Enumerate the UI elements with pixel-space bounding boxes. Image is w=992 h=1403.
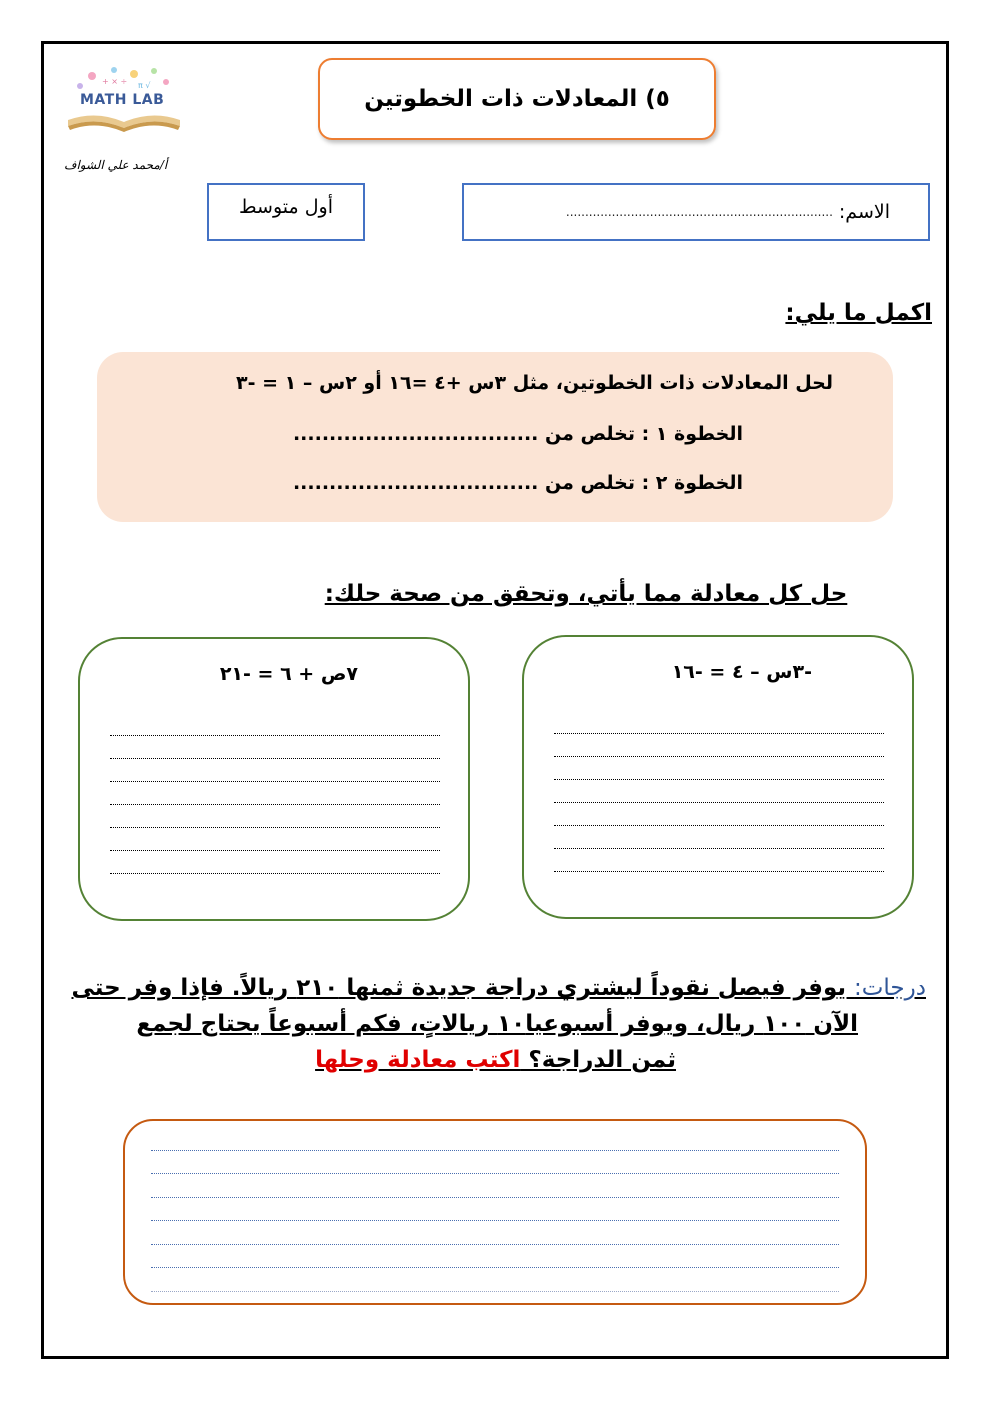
complete-heading: اكمل ما يلي: (785, 300, 932, 326)
answer-line[interactable] (151, 1174, 839, 1198)
answer-line[interactable] (554, 734, 884, 757)
answer-line[interactable] (554, 711, 884, 734)
answer-line[interactable] (110, 713, 440, 736)
step-2[interactable]: الخطوة ٢ : تخلص من .................................. (292, 472, 743, 494)
word-problem-instruction: اكتب معادلة وحلها (315, 1047, 521, 1073)
answer-line[interactable] (554, 826, 884, 849)
answer-line[interactable] (554, 780, 884, 803)
step-1[interactable]: الخطوة ١ : تخلص من .................................. (292, 423, 743, 445)
word-problem-label: درجات: (854, 975, 926, 1001)
answer-lines-3[interactable] (151, 1127, 839, 1292)
word-problem-line-3 (66, 1042, 926, 1078)
word-problem-text-3: ثمن الدراجة؟ (520, 1047, 676, 1073)
teacher-name: أ/محمد علي الشواف (64, 158, 168, 172)
math-lab-logo (62, 62, 186, 142)
equation-box-2[interactable] (78, 637, 470, 921)
answer-line[interactable] (554, 757, 884, 780)
answer-line[interactable] (151, 1127, 839, 1151)
name-label: الاسم: (838, 201, 890, 223)
word-problem (66, 970, 926, 1078)
word-problem-line-1 (66, 970, 926, 1006)
equation-1: -٣س – ٤ = -١٦ (671, 661, 812, 683)
svg-text:π √: π √ (138, 81, 151, 90)
svg-text:+ × ÷: + × ÷ (102, 77, 128, 86)
name-blank: ...................................................................... (565, 205, 833, 219)
page-title: ٥) المعادلات ذات الخطوتين (364, 86, 670, 112)
steps-intro: لحل المعادلات ذات الخطوتين، مثل ٣س +٤ =١٦ أو ٢س – ١ = -٣ (235, 372, 833, 394)
answer-line[interactable] (151, 1198, 839, 1222)
steps-box (97, 352, 893, 522)
answer-line[interactable] (110, 805, 440, 828)
equation-box-1[interactable] (522, 635, 914, 919)
grade-label: أول متوسط (239, 196, 333, 218)
answer-lines-1[interactable] (554, 711, 884, 872)
word-problem-answer-box[interactable] (123, 1119, 867, 1305)
answer-line[interactable] (151, 1245, 839, 1269)
answer-line[interactable] (110, 828, 440, 851)
logo-text: MATH LAB (80, 92, 165, 108)
answer-line[interactable] (110, 759, 440, 782)
word-problem-line-2: الآن ١٠٠ ريال، ويوفر أسبوعيا١٠ ريالاتٍ، فكم أسبوعاً يحتاج لجمع (136, 1011, 858, 1037)
answer-line[interactable] (554, 849, 884, 872)
answer-line[interactable] (151, 1151, 839, 1175)
word-problem-text-1: يوفر فيصل نقوداً ليشتري دراجة جديدة ثمنها ٢١٠ ريالاً. فإذا وفر حتى (71, 975, 855, 1001)
answer-line[interactable] (110, 851, 440, 874)
grade-box (207, 183, 365, 241)
equation-2: ٧ص + ٦ = -٢١ (219, 663, 358, 685)
answer-line[interactable] (110, 736, 440, 759)
answer-line[interactable] (151, 1221, 839, 1245)
answer-line[interactable] (554, 803, 884, 826)
solve-heading: حل كل معادلة مما يأتي، وتحقق من صحة حلك: (324, 581, 848, 607)
title-box (318, 58, 716, 140)
name-field[interactable] (462, 183, 930, 241)
answer-lines-2[interactable] (110, 713, 440, 874)
solve-heading-row (0, 581, 992, 607)
answer-line[interactable] (110, 782, 440, 805)
answer-line[interactable] (151, 1268, 839, 1292)
